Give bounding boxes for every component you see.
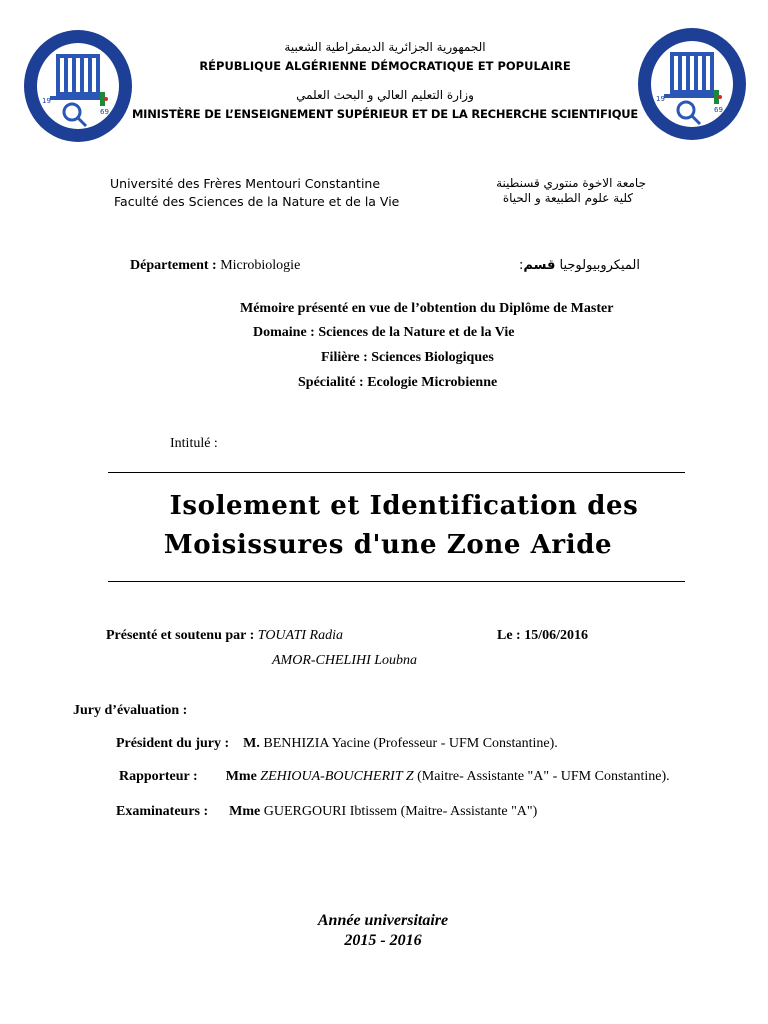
presented-label: Présenté et soutenu par : [106,628,255,643]
thesis-specialite: Spécialité : Ecologie Microbienne [298,375,498,390]
thesis-filiere: Filière : Sciences Biologiques [321,350,494,365]
rapporteur-title: Mme [225,769,257,784]
svg-text:69: 69 [100,108,109,116]
thesis-title-line2: Moisissures d'une Zone Aride [163,530,613,560]
department-ar-value: :الميكروبيولوجيا [519,258,640,273]
faculty-ar-name: كلية علوم الطبيعة و الحياة [502,191,633,205]
academic-year-value: 2015 - 2016 [344,932,422,949]
author-1: TOUATI Radia [257,628,343,643]
department-label: Département : [130,258,217,273]
thesis-diploma: Mémoire présenté en vue de l’obtention du Diplôme de Master [240,301,614,316]
title-rule-bottom [108,581,685,582]
rapporteur-detail: (Maitre- Assistante "A" - UFM Constantine). [417,769,670,784]
intitule-label: Intitulé : [170,436,218,451]
header-ar-republic: الجمهورية الجزائرية الديمقراطية الشعبية [284,40,486,54]
president-label: Président du jury : [116,736,230,751]
svg-text:69: 69 [714,106,723,114]
thesis-domain: Domaine : Sciences de la Nature et de la Vie [253,325,515,340]
header-ar-ministry: وزارة التعليم العالي و البحث العلمي [296,88,474,102]
faculty-fr-name: Faculté des Sciences de la Nature et de la Vie [114,194,400,209]
defense-date [497,628,588,644]
university-logo-left [22,28,134,144]
presented-by [106,628,343,644]
jury-rapporteur [119,769,670,785]
department-ar-label: قسم [523,258,556,273]
examinateur-title: Mme [229,804,261,819]
university-fr-name: Université des Frères Mentouri Constantine [110,176,381,191]
title-rule-top [108,472,685,473]
thesis-title-line1: Isolement et Identification des [169,491,639,521]
svg-text:19: 19 [42,97,51,105]
academic-year-label: Année universitaire [317,912,449,929]
header-fr-republic: RÉPUBLIQUE ALGÉRIENNE DÉMOCRATIQUE ET POPULAIRE [199,59,571,73]
date-value: 15/06/2016 [524,628,588,643]
jury-examinateur [116,804,537,820]
examinateur-label: Examinateurs : [116,804,209,819]
header-fr-ministry: MINISTÈRE DE L’ENSEIGNEMENT SUPÉRIEUR ET DE LA RECHERCHE SCIENTIFIQUE [131,107,639,121]
date-label: Le : [497,628,521,643]
department-value: Microbiologie [220,258,301,273]
president-title: M. [243,736,260,751]
department [130,258,300,274]
university-ar-name: جامعة الاخوة منتوري قسنطينة [496,176,646,190]
author-2: AMOR-CHELIHI Loubna [272,653,418,668]
department-ar [470,258,640,273]
rapporteur-label: Rapporteur : [119,769,198,784]
president-name: BENHIZIA Yacine (Professeur - UFM Constantine). [263,736,558,751]
jury-president [116,736,558,752]
jury-heading: Jury d’évaluation : [73,703,188,718]
svg-text:19: 19 [656,95,665,103]
examinateur-name: GUERGOURI Ibtissem (Maitre- Assistante "A") [263,804,538,819]
rapporteur-name: ZEHIOUA-BOUCHERIT Z [260,769,414,784]
university-logo-right [636,26,748,142]
